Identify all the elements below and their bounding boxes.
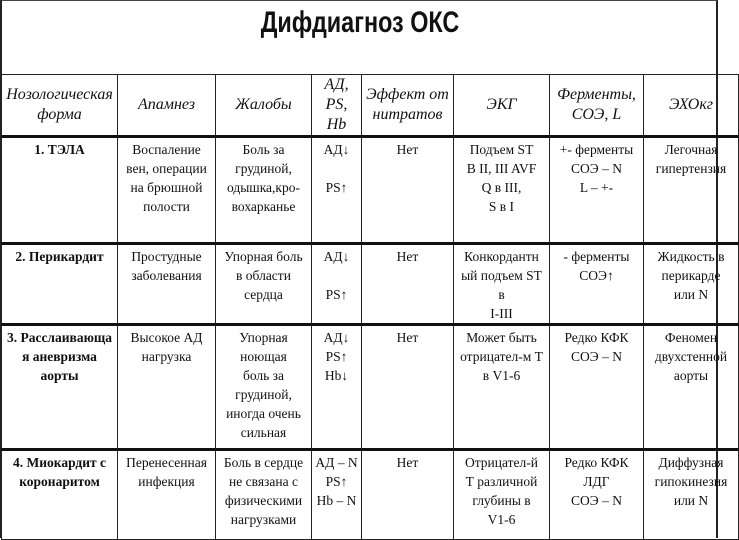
cell-line: Q в III, <box>481 180 522 195</box>
cell-line: гипокинезия <box>654 474 728 489</box>
cell-line: ноющая <box>240 349 287 364</box>
cell-line: инфекция <box>138 474 195 489</box>
nosology-cell <box>2 325 118 450</box>
vitals-cell <box>312 450 362 540</box>
nitrates-cell <box>362 450 454 540</box>
header-echo: ЭХОкг <box>644 75 739 137</box>
cell-line: Нет <box>396 142 419 157</box>
echo-cell <box>644 325 739 450</box>
cell-line: PS↑ <box>325 180 348 195</box>
header-row <box>2 75 739 137</box>
header-anamnesis: Апамнез <box>118 75 216 137</box>
cell-line: Hb↓ <box>324 368 349 383</box>
vitals-cell <box>312 244 362 325</box>
cell-line: Легочная <box>664 142 718 157</box>
cell-line: Отрицател-й <box>464 455 538 470</box>
header-enzymes: Ферменты, СОЭ, L <box>550 75 644 137</box>
cell-line: В II, III AVF <box>466 161 537 176</box>
cell-line: АД↓ <box>323 249 350 264</box>
enzymes-cell <box>550 244 644 325</box>
cell-line: в <box>498 287 505 302</box>
nosology-name: 2. Перикардит <box>15 249 104 264</box>
cell-line: Может быть <box>466 330 537 345</box>
cell-line: или N <box>673 493 709 508</box>
cell-line: иногда очень <box>226 406 301 421</box>
anamnesis-cell <box>118 325 216 450</box>
nitrates-cell <box>362 137 454 244</box>
cell-line: - ферменты <box>563 249 630 264</box>
cell-line: Воспаление <box>132 142 201 157</box>
echo-cell <box>644 450 739 540</box>
cell-line: Т различной <box>465 474 538 489</box>
cell-line: гипертензия <box>655 161 727 176</box>
nosology-cell <box>2 244 118 325</box>
table-row <box>2 244 739 325</box>
cell-line: перикарде <box>661 268 721 283</box>
cell-line: Нет <box>396 455 419 470</box>
cell-line: Нет <box>396 330 419 345</box>
ecg-cell <box>454 244 550 325</box>
header-vitals: АД, PS, Hb <box>312 75 362 137</box>
cell-line: L – +- <box>579 180 614 195</box>
cell-line: нагрузка <box>141 349 192 364</box>
cell-line: Редко КФК <box>564 330 629 345</box>
cell-line: Упорная <box>239 330 288 345</box>
cell-line: PS↑ <box>325 474 348 489</box>
cell-line: Нет <box>396 249 419 264</box>
cell-line: Подъем ST <box>469 142 534 157</box>
cell-line: СОЭ – N <box>571 493 622 508</box>
cell-line: АД↓ <box>323 330 350 345</box>
cell-line: Упорная боль <box>224 249 303 264</box>
complaints-cell <box>216 244 312 325</box>
cell-line: Hb – N <box>316 493 357 508</box>
complaints-cell <box>216 137 312 244</box>
cell-line: Конкордантн <box>464 249 539 264</box>
nitrates-cell <box>362 244 454 325</box>
cell-line: Простудные <box>131 249 202 264</box>
complaints-cell <box>216 450 312 540</box>
cell-line: PS↑ <box>325 349 348 364</box>
cell-line: грудиной, <box>235 387 292 402</box>
vitals-cell <box>312 137 362 244</box>
diagnosis-table <box>1 74 739 540</box>
nosology-name: 4. Миокардит с коронаритом <box>12 455 107 489</box>
cell-line: на брюшной <box>130 180 203 195</box>
cell-line: физическими <box>224 493 303 508</box>
cell-line: +- ферменты <box>559 142 634 157</box>
anamnesis-cell <box>118 137 216 244</box>
cell-line: в V1-6 <box>482 368 521 383</box>
cell-line: Высокое АД <box>130 330 203 345</box>
ecg-cell <box>454 325 550 450</box>
cell-line: вохарканье <box>231 199 296 214</box>
cell-line: Феномен <box>664 330 718 345</box>
cell-line: ЛДГ <box>583 474 610 489</box>
cell-line: нагрузками <box>230 512 297 527</box>
cell-line: сильная <box>240 425 287 440</box>
table-row <box>2 325 739 450</box>
cell-line: S в I <box>488 199 515 214</box>
cell-line: PS↑ <box>325 287 348 302</box>
cell-line: Диффузная <box>658 455 724 470</box>
cell-line: Боль за <box>242 142 285 157</box>
cell-line: I-III <box>490 306 513 321</box>
cell-line: в области <box>236 268 291 283</box>
nosology-cell <box>2 137 118 244</box>
cell-line: V1-6 <box>487 512 516 527</box>
header-complaints: Жалобы <box>216 75 312 137</box>
cell-line: глубины в <box>472 493 531 508</box>
cell-line: или N <box>673 287 709 302</box>
cell-line: заболевания <box>131 268 202 283</box>
enzymes-cell <box>550 450 644 540</box>
cell-line: СОЭ↑ <box>579 268 614 283</box>
table-row <box>2 137 739 244</box>
header-nosology: Нозологическая форма <box>2 75 118 137</box>
anamnesis-cell <box>118 244 216 325</box>
echo-cell <box>644 244 739 325</box>
cell-line: ый подъем ST <box>461 268 542 283</box>
cell-line: Боль в сердце <box>223 455 304 470</box>
cell-line: полости <box>143 199 190 214</box>
echo-cell <box>644 137 739 244</box>
cell-line: боль за <box>242 368 285 383</box>
anamnesis-cell <box>118 450 216 540</box>
cell-line <box>314 266 359 285</box>
cell-line: одышка,кро- <box>227 180 300 195</box>
page-title: Дифдиагноз ОКС <box>260 6 460 39</box>
nitrates-cell <box>362 325 454 450</box>
nosology-cell <box>2 450 118 540</box>
cell-line: СОЭ – N <box>571 349 622 364</box>
enzymes-cell <box>550 137 644 244</box>
cell-line: сердца <box>244 287 283 302</box>
cell-line: отрицател-м Т <box>460 349 543 364</box>
ecg-cell <box>454 450 550 540</box>
cell-line: Жидкость в <box>657 249 725 264</box>
cell-line: двухстенной <box>654 349 728 364</box>
cell-line: вен, операции <box>126 161 207 176</box>
cell-line: грудиной, <box>235 161 292 176</box>
cell-line: Перенесенная <box>126 455 207 470</box>
cell-line <box>314 159 359 178</box>
nosology-name: 3. Расслаивающа я аневризма аорты <box>6 330 113 383</box>
cell-line: АД – N <box>315 455 358 470</box>
cell-line: СОЭ – N <box>571 161 622 176</box>
ecg-cell <box>454 137 550 244</box>
nosology-name: 1. ТЭЛА <box>34 142 85 157</box>
cell-line: Редко КФК <box>564 455 629 470</box>
vitals-cell <box>312 325 362 450</box>
header-nitrates: Эффект от нитратов <box>362 75 454 137</box>
table-row <box>2 450 739 540</box>
header-ecg: ЭКГ <box>454 75 550 137</box>
cell-line: аорты <box>673 368 709 383</box>
complaints-cell <box>216 325 312 450</box>
cell-line: АД↓ <box>323 142 350 157</box>
cell-line: не связана с <box>229 474 298 489</box>
enzymes-cell <box>550 325 644 450</box>
